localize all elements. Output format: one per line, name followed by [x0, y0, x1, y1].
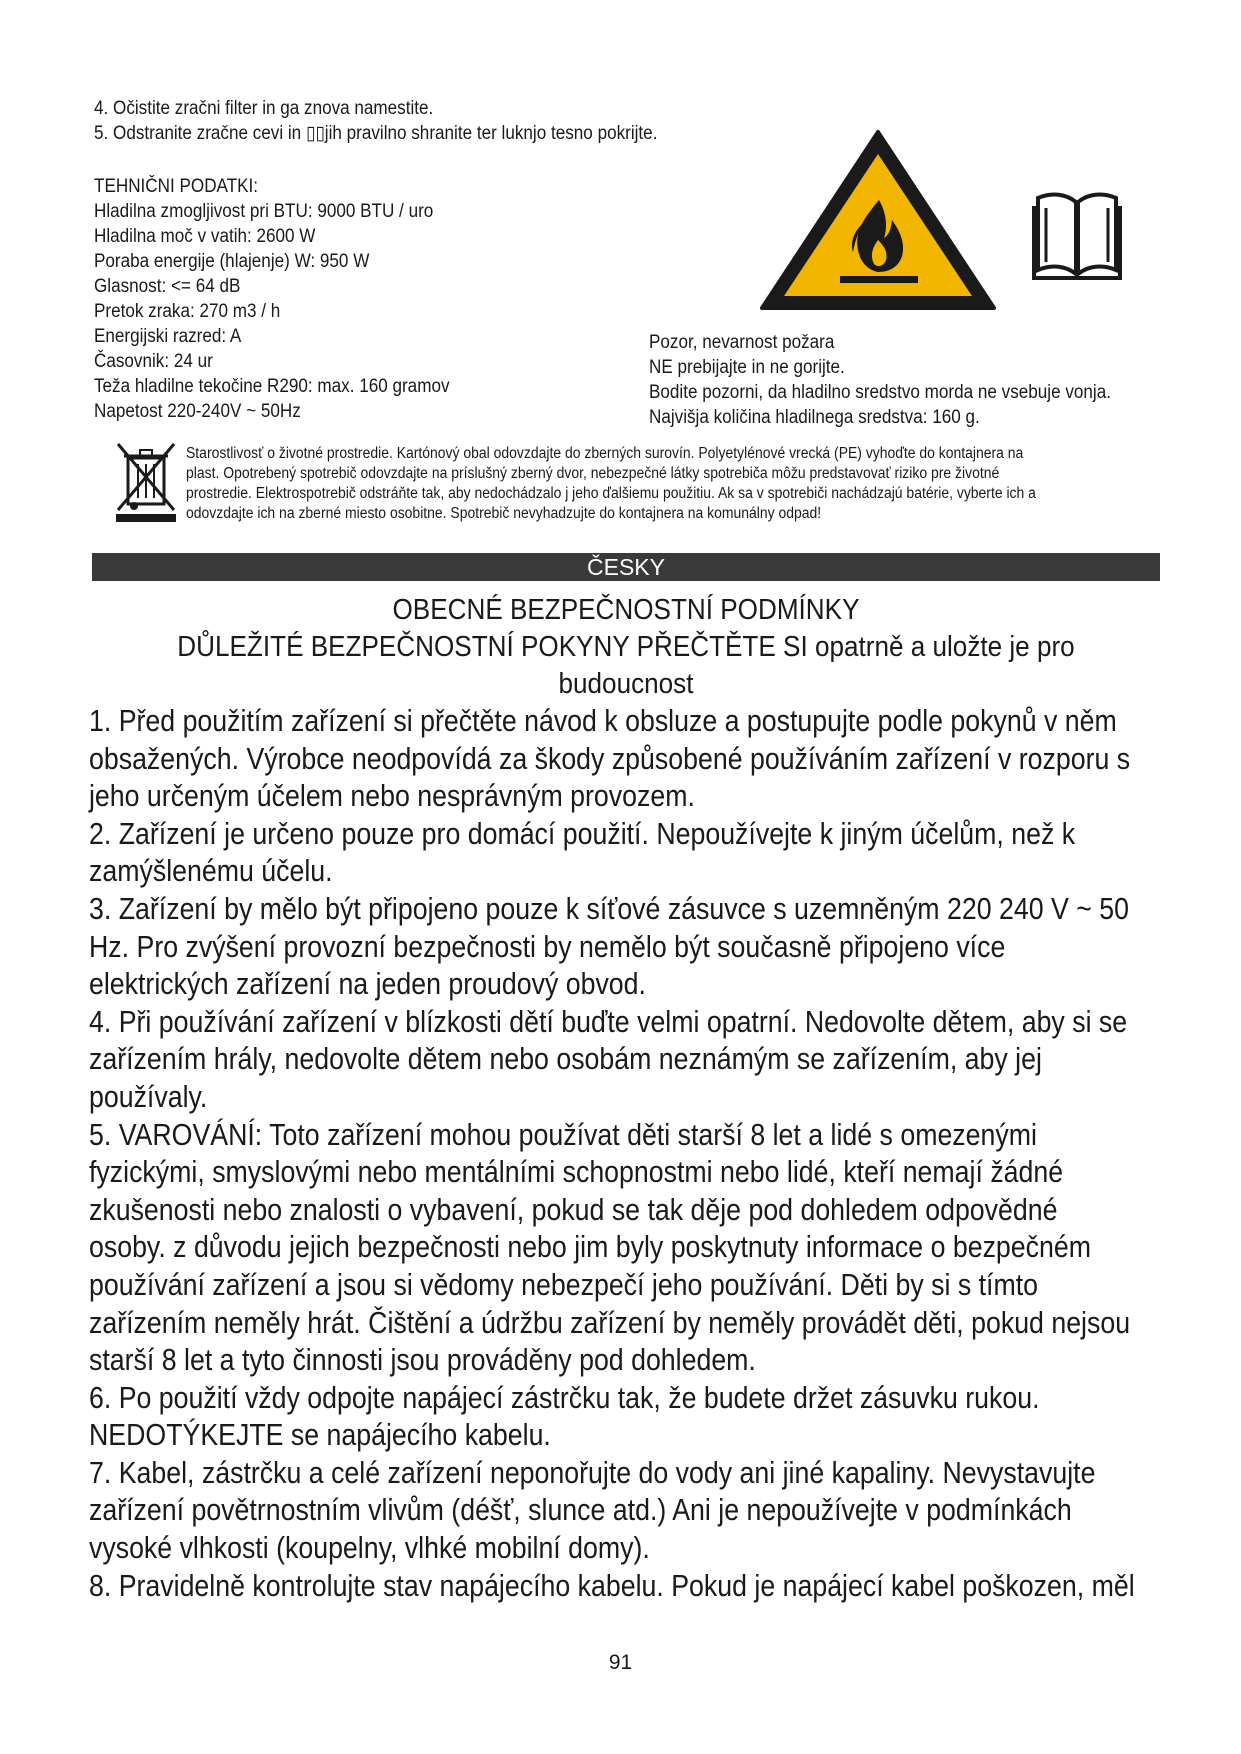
section-label: ČESKY	[587, 554, 665, 580]
step-line: 5. Odstranite zračne cevi in ▯▯jih pravilno shranite ter luknjo tesno pokrijte.	[94, 123, 658, 144]
body-line: používaly.	[89, 1079, 208, 1114]
body-line: 3. Zařízení by mělo být připojeno pouze k síťové zásuvce s uzemněným 220 240 V ~ 50	[89, 891, 1129, 926]
tech-data	[94, 174, 450, 424]
body-line: NEDOTÝKEJTE se napájecího kabelu.	[89, 1418, 551, 1453]
tech-line: Poraba energije (hlajenje) W: 950 W	[94, 251, 370, 272]
tech-line: Energijski razred: A	[94, 326, 242, 347]
body-line: zkušenosti nebo znalosti o vybavení, pokud se tak děje pod dohledem odpovědné	[89, 1192, 1058, 1227]
warning-line: Bodite pozorni, da hladilno sredstvo morda ne vsebuje vonja.	[649, 382, 1111, 403]
section-bar	[92, 553, 1160, 581]
body-line: zařízení povětrnostním vlivům (déšť, slunce atd.) Ani je nepoužívejte v podmínkách	[89, 1493, 1072, 1528]
env-line: Starostlivosť o životné prostredie. Kartónový obal odovzdajte do zberných surovín. Polyetylénové vrecká (PE) vyhoďte do kontajnera na	[186, 445, 1024, 462]
safety-instructions	[89, 703, 1135, 1605]
section-title: OBECNÉ BEZPEČNOSTNÍ PODMÍNKY	[392, 594, 860, 626]
tech-line: Napetost 220-240V ~ 50Hz	[94, 401, 301, 422]
body-line: 2. Zařízení je určeno pouze pro domácí použití. Nepoužívejte k jiným účelům, než k	[89, 816, 1076, 851]
body-line: jeho určeným účelem nebo nesprávným provozem.	[89, 779, 695, 814]
env-line: odovzdajte ich na zberné miesto osobitne. Spotrebič nevyhadzujte do kontajnera na komunálny odpad!	[186, 505, 822, 522]
body-line: elektrických zařízení na jeden proudový obvod.	[89, 967, 646, 1002]
top-steps	[94, 96, 657, 146]
flammable-warning-icon	[758, 128, 998, 312]
body-line: starší 8 let a tyto činnosti jsou prováděny pod dohledem.	[89, 1343, 756, 1378]
body-line: vysoké vlhkosti (koupelny, vlhké mobilní domy).	[89, 1531, 650, 1566]
tech-line: Pretok zraka: 270 m3 / h	[94, 301, 281, 322]
tech-line: Glasnost: <= 64 dB	[94, 276, 241, 297]
environment-notice	[186, 444, 1036, 524]
body-line: 8. Pravidelně kontrolujte stav napájecího kabelu. Pokud je napájecí kabel poškozen, měl	[89, 1568, 1135, 1603]
body-line: používání zařízení a jsou si vědomy nebezpečí jeho používání. Děti by si s tímto	[89, 1267, 1038, 1302]
body-line: fyzickými, smyslovými nebo mentálními schopnostmi nebo lidé, kteří nemají žádné	[89, 1155, 1064, 1190]
tech-line: Hladilna moč v vatih: 2600 W	[94, 226, 316, 247]
body-line: zamýšlenému účelu.	[89, 854, 333, 889]
page-number: 91	[608, 1651, 633, 1674]
tech-line: Hladilna zmogljivost pri BTU: 9000 BTU / uro	[94, 201, 434, 222]
tech-line: Teža hladilne tekočine R290: max. 160 gramov	[94, 376, 450, 397]
warning-line: NE prebijajte in ne gorijte.	[649, 357, 845, 378]
body-line: zařízením neměly hrát. Čištění a údržbu zařízení by neměly provádět děti, pokud nejsou	[89, 1305, 1131, 1340]
read-manual-icon	[1032, 190, 1122, 282]
tech-heading: TEHNIČNI PODATKI:	[94, 176, 259, 197]
warning-line: Najvišja količina hladilnega sredstva: 160 g.	[649, 407, 980, 428]
warning-line: Pozor, nevarnost požara	[649, 332, 835, 353]
body-line: Hz. Pro zvýšení provozní bezpečnosti by nemělo být současně připojeno více	[89, 929, 1006, 964]
section-subtitle-cont: budoucnost	[558, 668, 694, 700]
fire-warning-text	[649, 330, 1111, 430]
body-line: 1. Před použitím zařízení si přečtěte návod k obsluze a postupujte podle pokynů v něm	[89, 704, 1117, 738]
env-line: prostredie. Elektrospotrebič odstráňte tak, aby nedochádzalo j jeho ďalšiemu použitiu. Ak sa v spotrebiči nachádzajú batérie, vyberte ich a	[186, 485, 1036, 502]
body-line: 6. Po použití vždy odpojte napájecí zástrčku tak, že budete držet zásuvku rukou.	[89, 1380, 1040, 1415]
body-line: 4. Při používání zařízení v blízkosti dětí buďte velmi opatrní. Nedovolte dětem, aby si se	[89, 1004, 1128, 1039]
body-line: obsažených. Výrobce neodpovídá za škody způsobené používáním zařízení v rozporu s	[89, 741, 1131, 776]
body-line: zařízením hrály, nedovolte dětem nebo osobám neznámým se zařízením, aby jej	[89, 1042, 1042, 1077]
env-line: plast. Opotrebený spotrebič odovzdajte na príslušný zberný dvor, nebezpečné látky spotrebiča môžu predstavovať riziko pre životné	[186, 465, 1000, 482]
tech-line: Časovnik: 24 ur	[94, 351, 213, 372]
step-line: 4. Očistite zračni filter in ga znova namestite.	[94, 98, 434, 119]
crossed-out-bin-icon	[114, 440, 180, 524]
section-subtitle: DŮLEŽITÉ BEZPEČNOSTNÍ POKYNY PŘEČTĚTE SI opatrně a uložte je pro	[177, 631, 1075, 663]
body-line: 5. VAROVÁNÍ: Toto zařízení mohou používat děti starší 8 let a lidé s omezenými	[89, 1117, 1037, 1152]
body-line: 7. Kabel, zástrčku a celé zařízení neponořujte do vody ani jiné kapaliny. Nevystavujte	[89, 1455, 1096, 1490]
body-line: osoby. z důvodu jejich bezpečnosti nebo jim byly poskytnuty informace o bezpečném	[89, 1230, 1091, 1265]
